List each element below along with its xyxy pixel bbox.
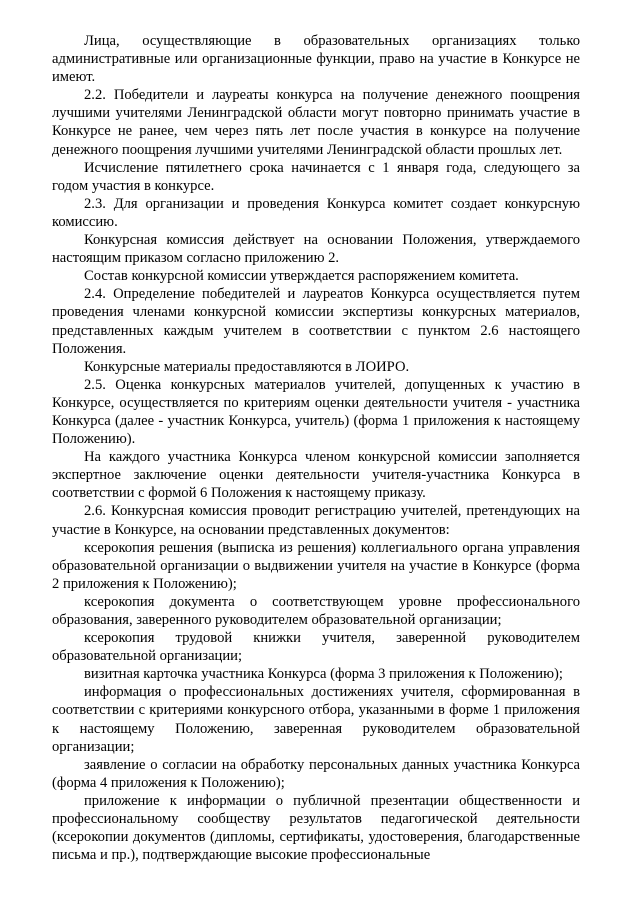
paragraph-commission-regulation: Конкурсная комиссия действует на основании Положения, утверждаемого настоящим приказом согласно приложению 2.: [52, 232, 580, 267]
paragraph-materials-submission: Конкурсные материалы предоставляются в ЛОИРО.: [84, 358, 410, 375]
paragraph-2-5-evaluation: 2.5. Оценка конкурсных материалов учителей, допущенных к участию в Конкурсе, осуществляется по критериям оценки деятельности учителя - участника Конкурса (далее - участник Конкурса, учитель) (форма 1 приложения к настоящему Положению).: [52, 376, 580, 448]
paragraph-commission-composition: Состав конкурсной комиссии утверждается распоряжением комитета.: [84, 268, 519, 285]
paragraph-2-2-repeat-participation: 2.2. Победители и лауреаты конкурса на получение денежного поощрения лучшими учителями Ленинградской области могут повторно принимать участие в Конкурсе не ранее, чем через пять лет после участия в конкурсе на получение денежного поощрения лучшими учителями Ленинградской области прошлых лет.: [52, 87, 580, 158]
list-item-professional-achievements: информация о профессиональных достижениях учителя, сформированная в соответствии с критериями конкурсного отбора, указанными в форме 1 приложения к настоящему Положению, заверенная руководителем образовательной организации;: [52, 684, 580, 755]
paragraph-expert-conclusion: На каждого участника Конкурса членом конкурсной комиссии заполняется экспертное заключение оценки деятельности учителя-участника Конкурса в соответствии с формой 6 Положения к настоящему приказу.: [52, 449, 580, 502]
paragraph-five-year-term: Исчисление пятилетнего срока начинается с 1 января года, следующего за годом участия в конкурсе.: [52, 159, 580, 194]
list-item-personal-data-consent: заявление о согласии на обработку персональных данных участника Конкурса (форма 4 приложения к Положению);: [52, 756, 580, 791]
list-item-business-card: визитная карточка участника Конкурса (форма 3 приложения к Положению);: [84, 666, 563, 683]
list-item-employment-record: ксерокопия трудовой книжки учителя, заверенной руководителем образовательной организации;: [52, 630, 580, 665]
list-item-education-document: ксерокопия документа о соответствующем уровне профессионального образования, заверенного руководителем образовательной организации;: [52, 593, 580, 628]
document-page: [52, 32, 580, 864]
list-item-public-presentation-appendix: приложение к информации о публичной презентации общественности и профессиональному сообществу результатов педагогической деятельности (ксерокопии документов (дипломы, сертификаты, удостоверения, благодарственные письма и пр.), подтверждающие высокие профессиональные: [52, 792, 580, 864]
paragraph-2-6-registration: 2.6. Конкурсная комиссия проводит регистрацию учителей, претендующих на участие в Конкурсе, на основании представленных документов:: [52, 503, 580, 538]
paragraph-2-4-winners-determination: 2.4. Определение победителей и лауреатов Конкурса осуществляется путем проведения членами конкурсной комиссии экспертизы конкурсных материалов, представленных каждым учителем в соответствии с пунктом 2.6 настоящего Положения.: [52, 286, 580, 357]
list-item-decision-copy: ксерокопия решения (выписка из решения) коллегиального органа управления образовательной организации о выдвижении учителя на участие в Конкурсе (форма 2 приложения к Положению);: [52, 539, 580, 592]
paragraph-administrative-staff: Лица, осуществляющие в образовательных организациях только административные или организационные функции, право на участие в Конкурсе не имеют.: [52, 33, 580, 86]
paragraph-2-3-commission: 2.3. Для организации и проведения Конкурса комитет создает конкурсную комиссию.: [52, 195, 580, 230]
